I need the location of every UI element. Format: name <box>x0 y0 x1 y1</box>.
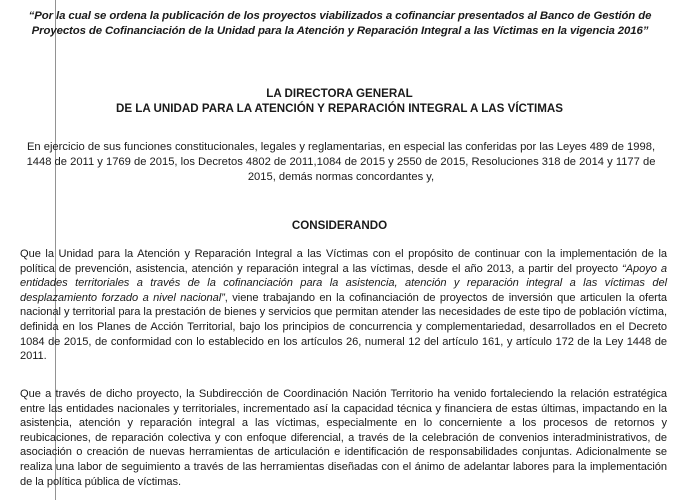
heading-unit: DE LA UNIDAD PARA LA ATENCIÓN Y REPARACIÓN INTEGRAL A LAS VÍCTIMAS <box>115 102 563 115</box>
resolution-caption: “Por la cual se ordena la publicación de los proyectos viabilizados a cofinanciar presentados al Banco de Gestión de Proyectos de Cofinanciación de la Unidad para la Atención y Reparación Integral a las Víctimas en la vigencia 2016” <box>28 10 652 37</box>
heading-director: LA DIRECTORA GENERAL <box>266 87 413 100</box>
intro-paragraph: En ejercicio de sus funciones constitucionales, legales y reglamentarias, en especial las conferidas por las Leyes 489 de 1998, 1448 de 2011 y 1769 de 2015, los Decretos 4802 de 2011,1084 de 2015 y 2550 de 2015, Resoluciones 318 de 2014 y 1177 de 2015, demás normas concordantes y, <box>26 141 656 183</box>
considerando-heading: CONSIDERANDO <box>291 219 388 232</box>
considerando-paragraph-2: Que a través de dicho proyecto, la Subdirección de Coordinación Nación Territorio ha venido fortaleciendo la relación estratégica entre las entidades nacionales y territoriales, incrementado así la capacidad técnica y financiera de estas últimas, impactando en la asistencia, atención y reparación integral a las víctimas, especialmente en lo concerniente a los procesos de retornos y reubicaciones, de reparación colectiva y con enfoque diferencial, a través de la celebración de convenios interadministrativos, de asociación o creación de nuevas herramientas de articulación e identificación de responsabilidades conjuntas. Adicionalmente se realiza una labor de seguimiento a través de las herramientas diseñadas con el ánimo de adelantar labores para la implementación de la política pública de víctimas. <box>20 388 667 488</box>
considerando-paragraph-1 <box>20 247 667 364</box>
paragraph-1-text-a: Que la Unidad para la Atención y Reparación Integral a las Víctimas con el propósito de continuar con la implementación de la política de prevención, asistencia, atención y reparación integral a las víctimas, desde el año 2013, a partir del proyecto <box>20 248 667 275</box>
project-name-text: “Apoyo a entidades territoriales a través de la cofinanciación para la asistencia, atención y reparación integral a las víctimas del desplazamiento forzado a nivel nacional” <box>20 262 667 304</box>
paragraph-1-text-b: , viene trabajando en la cofinanciación de proyectos de inversión que articulen la oferta nacional y territorial para la prestación de bienes y servicios que permitan atender las necesidades de este tipo de población víctima, definida en los Planes de Acción Territorial, bajo los principios de concurrencia y complementariedad, desarrollados en el Decreto 1084 de 2015, de conformidad con lo establecido en los artículos 26, numeral 12 del artículo 161, y artículo 172 de la Ley 1448 de 2011. <box>20 291 667 363</box>
